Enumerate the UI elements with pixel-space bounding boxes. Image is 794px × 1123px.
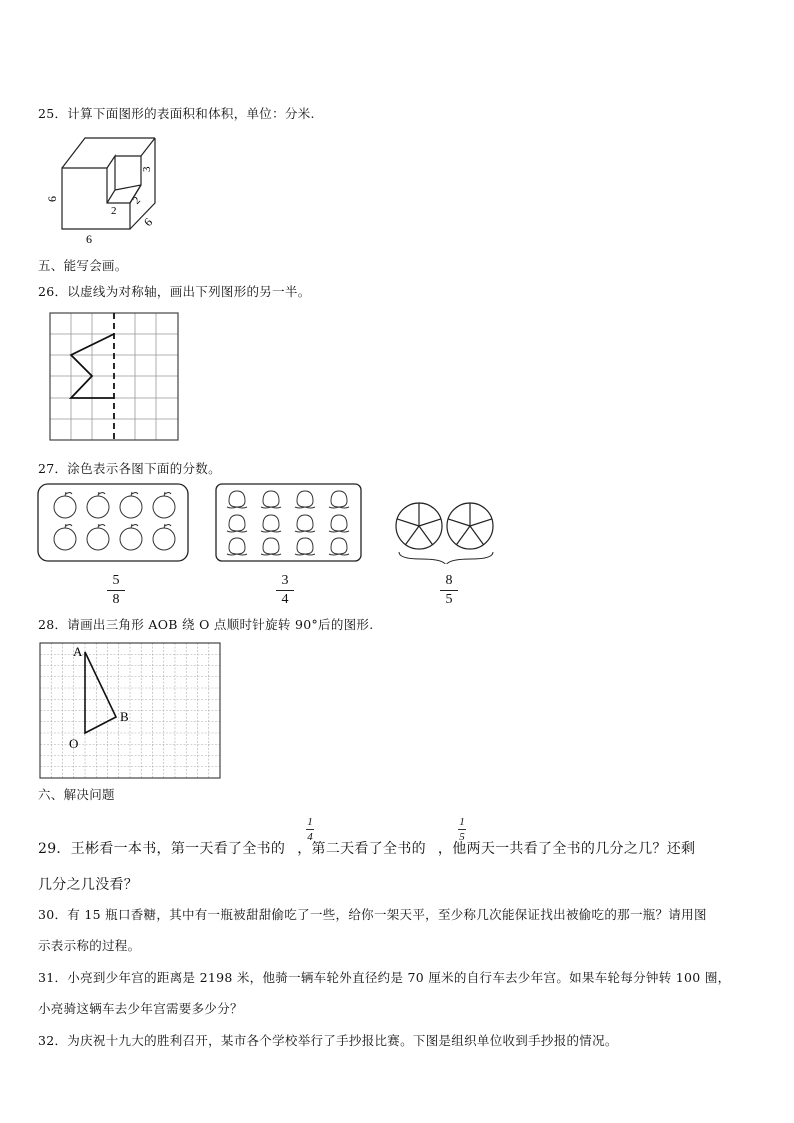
point-o-label: O [69, 736, 79, 751]
q30-line2: 示表示称的过程。 [38, 938, 141, 953]
q25-solid-figure [45, 130, 170, 248]
q26-text: 26．以虚线为对称轴，画出下列图形的另一半。 [38, 284, 311, 299]
q31-line1: 31．小亮到少年宫的距离是 2198 米，他骑一辆车轮外直径约是 70 厘米的自行车去少年宫。如果车轮每分钟转 100 圈， [38, 970, 731, 985]
q27-text: 27．涂色表示各图下面的分数。 [38, 461, 221, 476]
fraction-5-8: 5 8 [104, 573, 128, 608]
q25-label-depth: 6 [140, 214, 156, 230]
q29-line2: 几分之几没看？ [38, 877, 139, 893]
fraction-3-4: 3 4 [273, 573, 297, 608]
triangle-aob [85, 652, 116, 733]
point-b-label: B [120, 709, 129, 724]
q29-fraction-1-5: 1 5 [459, 816, 465, 843]
q25-label-notch-bottom: 2 [111, 205, 117, 217]
half-shape [71, 334, 114, 398]
q28-grid-figure [39, 642, 222, 780]
apple-icon-group [54, 492, 175, 550]
q29-line1: 29．王彬看一本书，第一天看了全书的 ，第二天看了全书的 ，他两天一共看了全书的几分之几？还剩 [38, 841, 696, 857]
q29-fraction-1-4: 1 4 [307, 816, 313, 843]
peach-box [215, 483, 363, 563]
q25-text: 25．计算下面图形的表面积和体积，单位：分米. [38, 106, 315, 121]
q30-line1: 30．有 15 瓶口香糖，其中有一瓶被甜甜偷吃了一些，给你一架天平，至少称几次能保证找出被偷吃的那一瓶？请用图 [38, 907, 707, 922]
peach-icon-group [227, 491, 349, 555]
section-5-heading: 五、能写会画。 [38, 258, 128, 273]
apple-box [37, 483, 190, 563]
circles-figure [393, 500, 501, 564]
q28-text: 28．请画出三角形 AOB 绕 O 点顺时针旋转 90°后的图形. [38, 617, 374, 632]
q25-label-bottom: 6 [86, 232, 92, 246]
fraction-8-5: 8 5 [437, 573, 461, 608]
q32-text: 32．为庆祝十九大的胜利召开，某市各个学校举行了手抄报比赛。下图是组织单位收到手抄报的情况。 [38, 1033, 618, 1048]
q25-label-left: 6 [45, 196, 59, 202]
q25-label-notch-right: 3 [141, 166, 153, 172]
q26-grid-figure [49, 312, 180, 442]
point-a-label: A [73, 644, 83, 659]
section-6-heading: 六、解决问题 [38, 787, 115, 802]
q25-label-notch-depth: 2 [130, 194, 144, 207]
q31-line2: 小亮骑这辆车去少年宫需要多少分？ [38, 1001, 243, 1016]
